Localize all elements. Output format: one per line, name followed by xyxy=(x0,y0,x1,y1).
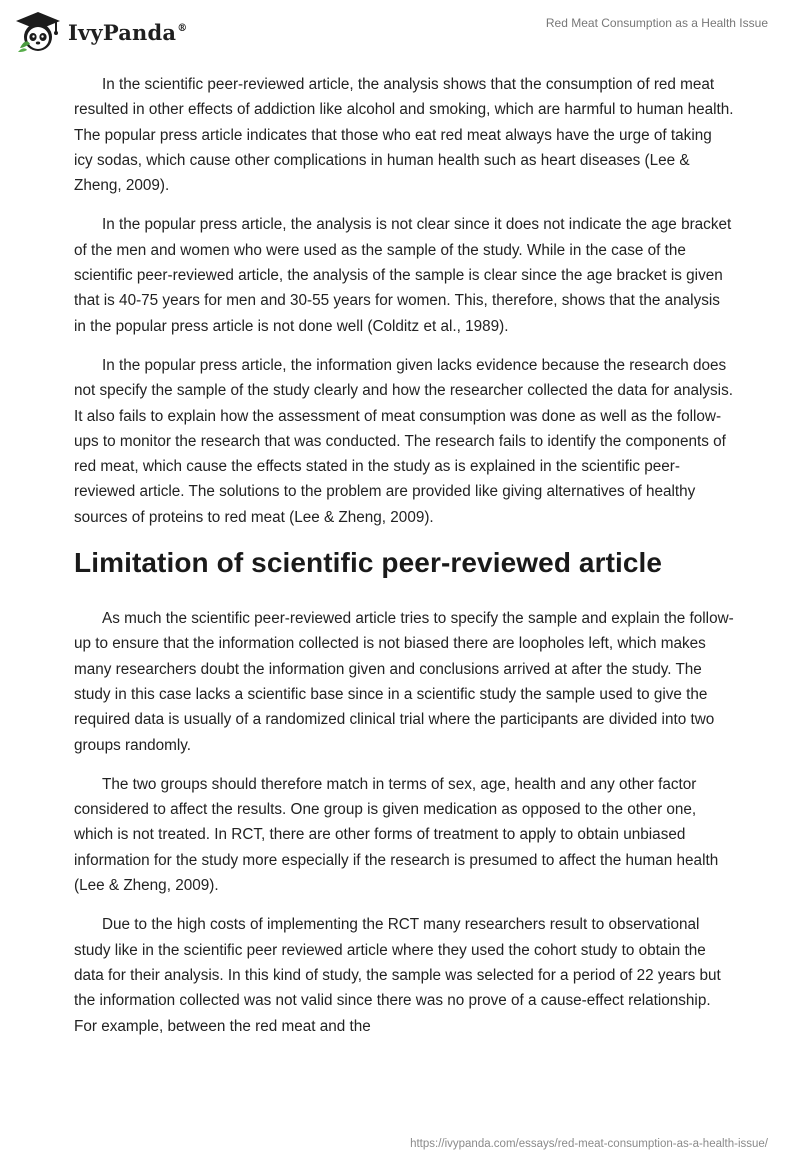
paragraph: The two groups should therefore match in terms of sex, age, health and any other factor considered to affect the results. One group is given medication as opposed to the other one, which is not treated. In RCT, there are other forms of treatment to apply to obtain unbiased information for the study more especially if the research is presumed to affect the human health (Lee & Zheng, 2009). xyxy=(74,775,719,895)
paragraph: In the popular press article, the analysis is not clear since it does not indicate the age bracket of the men and women who were used as the sample of the study. While in the case of the scientific peer-reviewed article, the analysis of the sample is clear since the age bracket is given that is 40-75 years for men and 30-55 years for women. This, therefore, shows that the analysis in the popular press article is not done well (Colditz et al., 1989). xyxy=(74,216,732,335)
ivypanda-logo[interactable] xyxy=(14,10,187,54)
brand-name: IvyPanda® xyxy=(68,19,188,45)
running-title: Red Meat Consumption as a Health Issue xyxy=(545,16,768,30)
section-heading: Limitation of scientific peer-reviewed article xyxy=(74,547,663,579)
paragraph: In the scientific peer-reviewed article, the analysis shows that the consumption of red meat resulted in other effects of addiction like alcohol and smoking, which are harmful to human health. The popular press article indicates that those who eat red meat always have the urge of taking icy sodas, which cause other complications in human health such as heart diseases (Lee & Zheng, 2009). xyxy=(74,76,734,195)
paragraph: In the popular press article, the information given lacks evidence because the research does not specify the sample of the study clearly and how the researcher collected the data for analysis. It also fails to explain how the assessment of meat consumption was done as well as the follow-ups to monitor the research that was conducted. The research fails to identify the components of red meat, which cause the effects stated in the study as is explained in the scientific peer-reviewed article. The solutions to the problem are provided like giving alternatives of healthy sources of proteins to red meat (Lee & Zheng, 2009). xyxy=(74,356,733,526)
source-url[interactable]: https://ivypanda.com/essays/red-meat-consumption-as-a-health-issue/ xyxy=(410,1138,768,1150)
paragraph: As much the scientific peer-reviewed article tries to specify the sample and explain the follow-up to ensure that the information collected is not biased there are loopholes left, which makes many researchers doubt the information given and conclusions arrived at after the study. The study in this case lacks a scientific base since in a scientific study the sample used to give the required data is usually of a randomized clinical trial where the participants are divided into two groups randomly. xyxy=(74,610,734,754)
panda-graduate-icon xyxy=(14,10,62,54)
registered-mark: ® xyxy=(177,22,188,34)
paragraph: Due to the high costs of implementing the RCT many researchers result to observational study like in the scientific peer reviewed article where they used the cohort study to obtain the data for their analysis. In this kind of study, the sample was selected for a period of 22 years but the information collected was not valid since there was no prove of a cause-effect relationship. For example, between the red meat and the xyxy=(74,916,721,1035)
page-header xyxy=(0,0,800,70)
essay-body xyxy=(74,72,734,1053)
